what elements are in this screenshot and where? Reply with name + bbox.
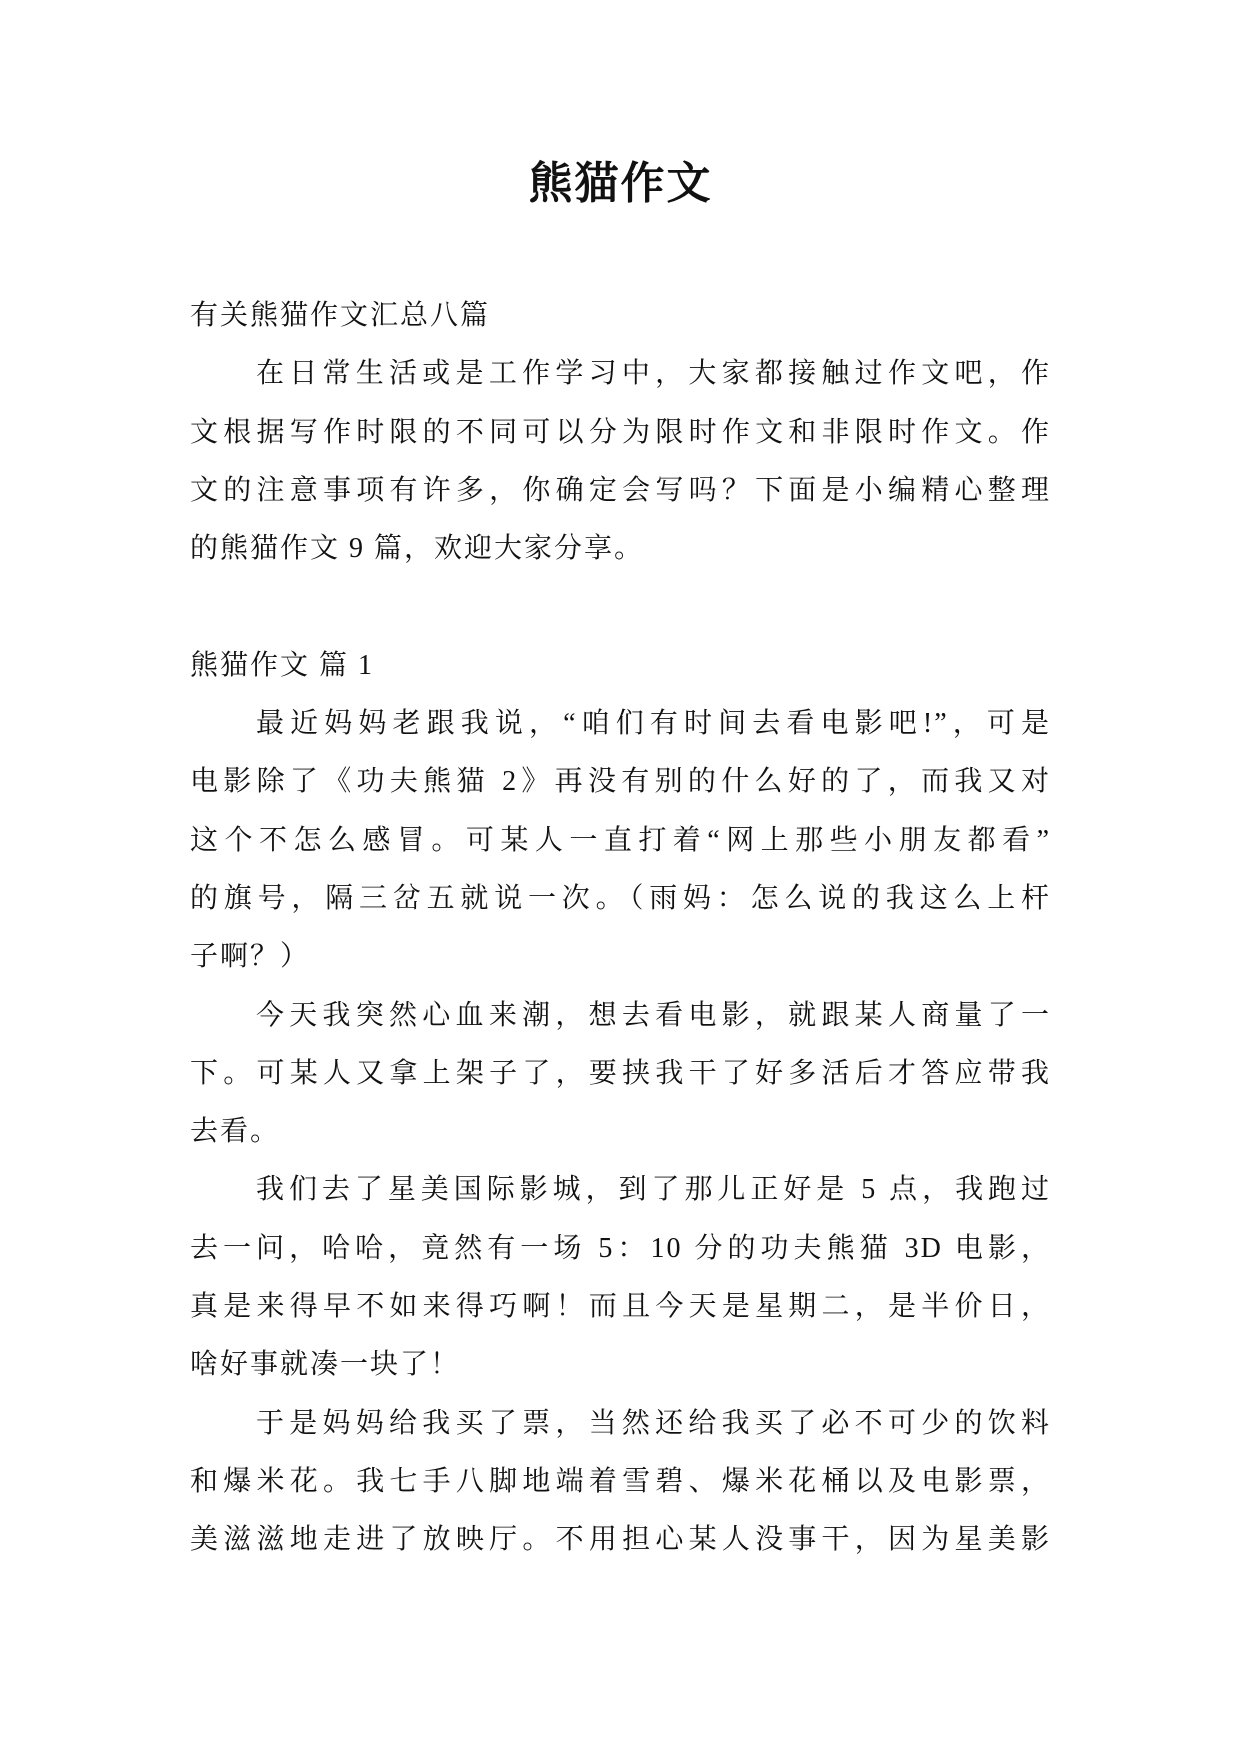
intro-paragraph	[190, 345, 1051, 578]
document-title: 熊猫作文	[528, 159, 713, 208]
section-heading: 熊猫作文 篇 1	[190, 649, 375, 681]
paragraph-line: 文的注意事项有许多，你确定会写吗？下面是小编精心整理	[190, 474, 1051, 506]
paragraph-line: 去看。	[190, 1116, 281, 1148]
paragraph-line: 最近妈妈老跟我说，“咱们有时间去看电影吧!”，可是	[256, 708, 1051, 740]
paragraph-line: 这个不怎么感冒。可某人一直打着“网上那些小朋友都看”	[190, 824, 1051, 856]
paragraph-line: 的熊猫作文 9 篇，欢迎大家分享。	[190, 533, 645, 565]
document-subtitle: 有关熊猫作文汇总八篇	[190, 300, 491, 331]
paragraph-line: 下。可某人又拿上架子了，要挟我干了好多活后才答应带我	[190, 1057, 1051, 1089]
paragraph-line: 于是妈妈给我买了票，当然还给我买了必不可少的饮料	[256, 1407, 1051, 1439]
paragraph-line: 啥好事就凑一块了！	[190, 1349, 461, 1381]
paragraph-line: 真是来得早不如来得巧啊！而且今天是星期二，是半价日，	[190, 1291, 1051, 1323]
body-paragraph	[190, 1161, 1051, 1394]
paragraph-line: 子啊？）	[190, 941, 311, 973]
paragraph-line: 今天我突然心血来潮，想去看电影，就跟某人商量了一	[256, 999, 1051, 1031]
paragraph-line: 美滋滋地走进了放映厅。不用担心某人没事干，因为星美影	[190, 1524, 1051, 1556]
paragraph-line: 的旗号，隔三岔五就说一次。（雨妈：怎么说的我这么上杆	[190, 882, 1051, 914]
paragraph-line: 电影除了《功夫熊猫 2》再没有别的什么好的了，而我又对	[190, 766, 1051, 798]
paragraph-line: 我们去了星美国际影城，到了那儿正好是 5 点，我跑过	[256, 1174, 1051, 1206]
body-paragraph	[190, 987, 1051, 1162]
paragraph-line: 在日常生活或是工作学习中，大家都接触过作文吧，作	[256, 358, 1051, 390]
paragraph-line: 去一问，哈哈，竟然有一场 5：10 分的功夫熊猫 3D 电影，	[190, 1232, 1051, 1264]
paragraph-line: 和爆米花。我七手八脚地端着雪碧、爆米花桶以及电影票，	[190, 1465, 1051, 1497]
document-page	[190, 155, 1051, 1570]
paragraph-line: 文根据写作时限的不同可以分为限时作文和非限时作文。作	[190, 416, 1051, 448]
body-paragraph	[190, 1395, 1051, 1570]
body-paragraph	[190, 695, 1051, 986]
essay-section	[190, 637, 1051, 1570]
